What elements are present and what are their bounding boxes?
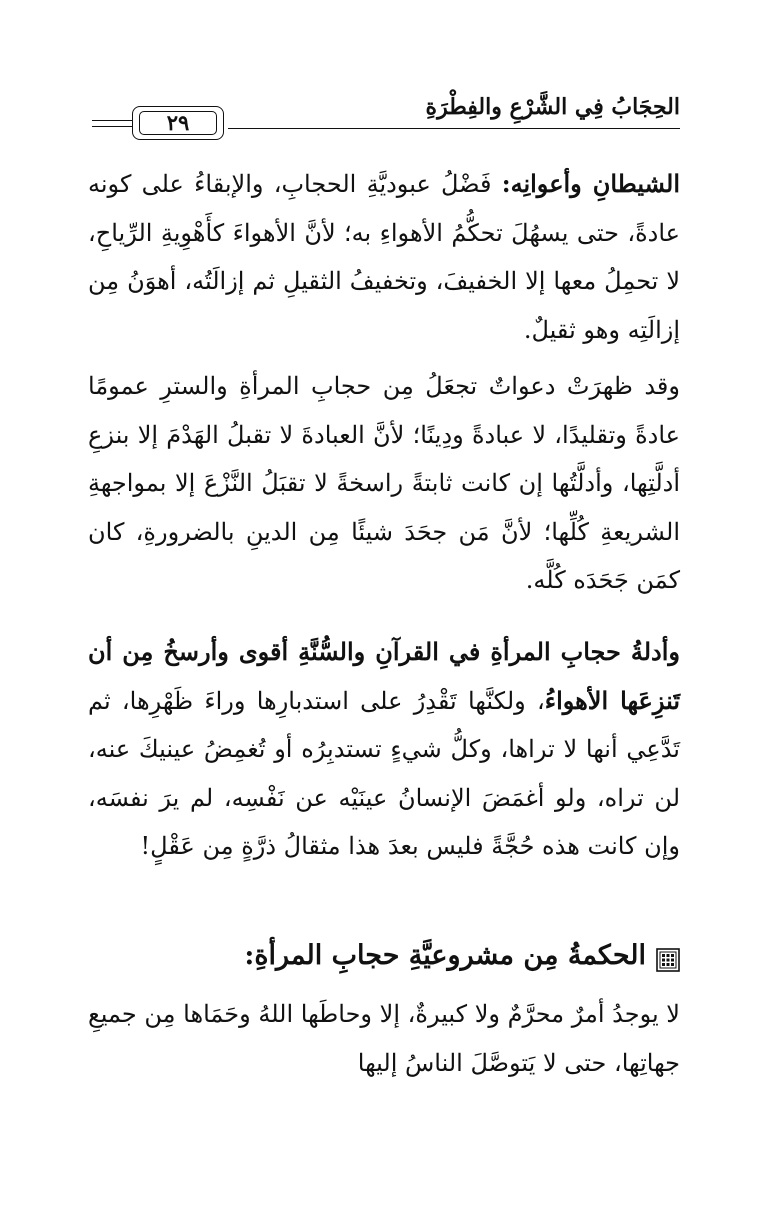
header-rule: [228, 128, 680, 129]
paragraph-3-lead: وأدلةُ حجابِ المرأةِ في القرآنِ والسُّنَّةِ أقوى وأرسخُ مِن أن تَنزِعَها الأهواءُ: [88, 637, 681, 715]
page-number: ٢٩: [166, 110, 190, 135]
page-number-frame: [132, 106, 224, 140]
paragraph-2-text: وقد ظهرَتْ دعواتٌ تجعَلُ مِن حجابِ المرأةِ والسترِ عمومًا عادةً وتقليدًا، لا عبادةً ودِينًا؛ لأنَّ العبادةَ لا تقبلُ الهَدْمَ إلا بنزعِ أدلَّتِها، وأدلَّتُها إن كانت ثابتةً راسخةً لا تقبَلُ النَّزْعَ إلا بمواجهةِ الشريعةِ كُلِّها؛ لأنَّ مَن جحَدَ شيئًا مِن الدينِ بالضرورةِ، كان كمَن جَحَدَه كُلَّه.: [88, 372, 680, 594]
section-title: الحكمةُ مِن مشروعيَّةِ حجابِ المرأةِ:: [244, 940, 646, 971]
running-title: الحِجَابُ فِي الشَّرْعِ والفِطْرَةِ: [425, 94, 680, 120]
paragraph-4: [88, 990, 680, 1087]
paragraph-2: [88, 362, 680, 605]
section-heading: [88, 940, 680, 984]
paragraph-1-lead: الشيطانِ وأعوانِه:: [501, 169, 680, 198]
paragraph-3: [88, 628, 680, 871]
ornament-icon: [656, 948, 680, 972]
header-rule-left-bottom: [92, 126, 132, 127]
paragraph-1: [88, 160, 680, 354]
paragraph-4-text: لا يوجدُ أمرٌ محرَّمٌ ولا كبيرةٌ، إلا وحاطَها اللهُ وحَمَاها مِن جميعِ جهاتِها، حتى لا يَتوصَّلَ الناسُ إليها: [88, 1000, 680, 1077]
paragraph-3-text: ، ولكنَّها تَقْدِرُ على استدبارِها وراءَ ظَهْرِها، ثم تَدَّعِي أنها لا تراها، وكلُّ شيءٍ تستدبِرُه أو تُغمِضُ عينيكَ عنه، لن تراه، ولو أغمَضَ الإنسانُ عينَيْه عن نَفْسِه، لم يرَ نفسَه، وإن كانت هذه حُجَّةً فليس بعدَ هذا مثقالُ ذرَّةٍ مِن عَقْلٍ!: [88, 686, 680, 860]
page-header: [92, 92, 680, 142]
paragraph-1-text: فَضْلُ عبوديَّةِ الحجابِ، والإبقاءُ على كونه عادةً، حتى يسهُلَ تحكُّمُ الأهواءِ به؛ لأنَّ الأهواءَ كأَهْوِيةِ الرِّياحِ، لا تحمِلُ معها إلا الخفيفَ، وتخفيفُ الثقيلِ ثم إزالَتُه، أهوَنُ مِن إزالَتِه وهو ثقيلٌ.: [88, 170, 680, 344]
header-rule-left-top: [92, 120, 132, 121]
